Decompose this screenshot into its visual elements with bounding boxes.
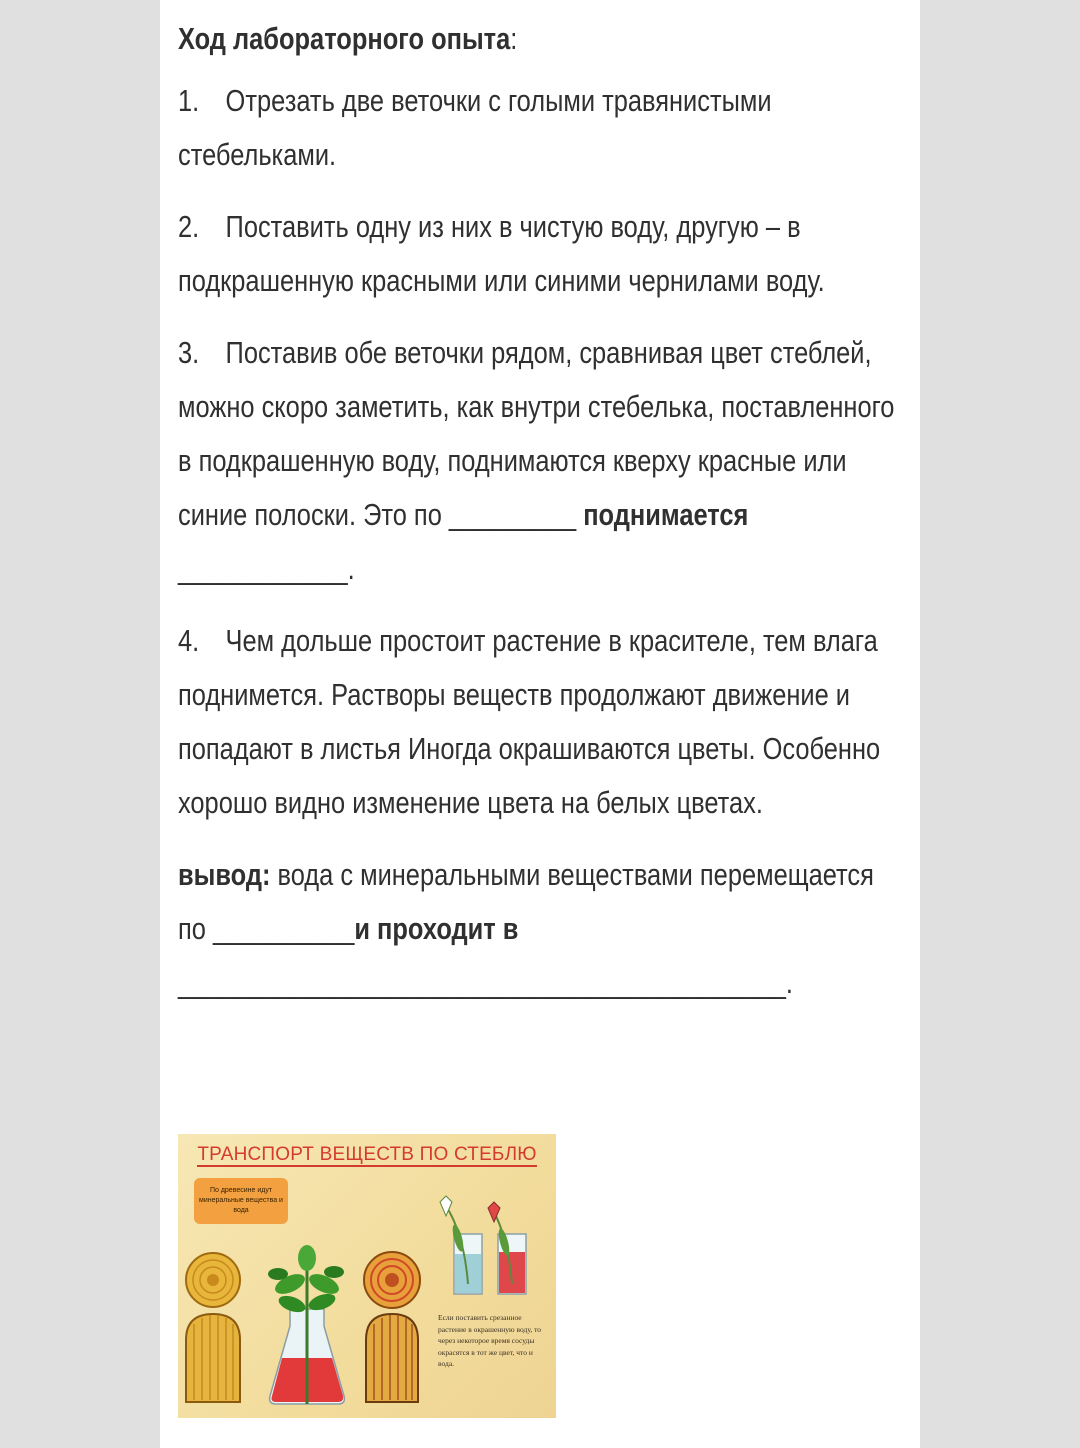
illustration-graphics	[178, 1134, 556, 1418]
wood-cross-section-red-icon	[364, 1252, 420, 1402]
step-1	[178, 74, 898, 182]
step-text: Поставив обе веточки рядом, сравнивая цвет стеблей, можно скоро заметить, как внутри стебелька, поставленного в подкрашенную воду, поднимаются кверху красные или синие полоски. Это по	[178, 335, 895, 532]
figure-caption: Если поставить срезанное растение в окрашенную воду, то через некоторое время сосуды окрасятся в тот же цвет, что и вода.	[438, 1313, 542, 1368]
stem-transport-illustration	[178, 1134, 556, 1418]
step-number: 1.	[178, 83, 200, 118]
flask-plant-icon	[268, 1245, 344, 1404]
step-4	[178, 614, 898, 830]
conclusion	[178, 848, 898, 1010]
conclusion-bold: и проходит в	[354, 911, 519, 946]
conclusion-label: вывод:	[178, 857, 271, 892]
fill-in-blank: ___________________________________________.	[178, 965, 793, 1000]
step-text: Чем дольше простоит растение в красителе, тем влага поднимется. Растворы веществ продолжают движение и попадают в листья Иногда окрашиваются цветы. Особенно хорошо видно изменение цвета на белых цветах.	[178, 623, 881, 820]
heading-text: Ход лабораторного опыта	[178, 21, 511, 56]
step-text: Отрезать две веточки с голыми травянистыми стебельками.	[178, 83, 772, 172]
figure-note: По древесине идут минеральные вещества и вода	[194, 1178, 288, 1224]
fill-in-blank: _________	[448, 497, 584, 532]
bold-answer: поднимается	[583, 497, 749, 532]
document-page	[160, 0, 920, 1448]
beakers-flowers-icon	[440, 1196, 526, 1294]
step-number: 3.	[178, 335, 200, 370]
figure-title: ТРАНСПОРТ ВЕЩЕСТВ ПО СТЕБЛЮ	[197, 1144, 537, 1165]
step-number: 2.	[178, 209, 200, 244]
conclusion-text: вода с минеральными веществами перемещается по	[178, 857, 874, 946]
fill-in-blank: __________	[212, 911, 355, 946]
step-number: 4.	[178, 623, 200, 658]
heading-colon: :	[510, 21, 518, 56]
step-3	[178, 326, 898, 596]
step-text: Поставить одну из них в чистую воду, другую – в подкрашенную красными или синими чернилами воду.	[178, 209, 825, 298]
step-2	[178, 200, 898, 308]
wood-cross-section-icon	[186, 1253, 240, 1402]
section-heading	[178, 12, 898, 66]
fill-in-blank: ____________.	[178, 551, 355, 586]
document-content	[178, 12, 898, 1028]
